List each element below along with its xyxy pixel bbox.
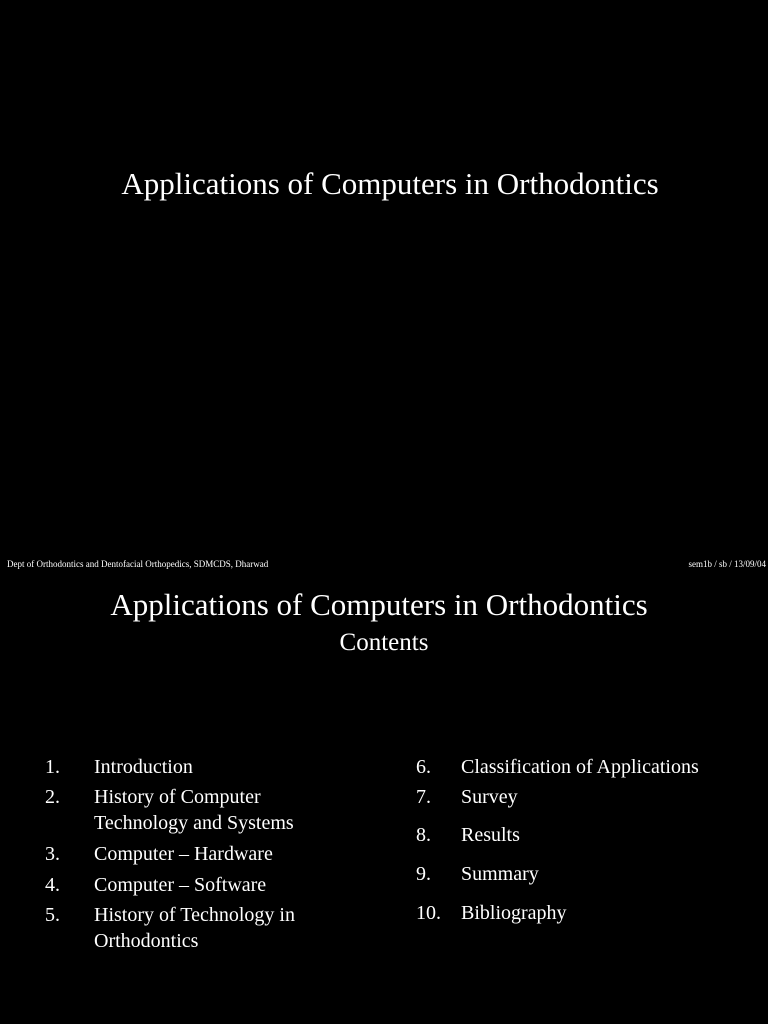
slide-subtitle: Contents <box>339 629 429 656</box>
footer-department: Dept of Orthodontics and Dentofacial Orthopedics, SDMCDS, Dharwad <box>7 559 269 569</box>
slide-title: Applications of Computers in Orthodontics <box>121 166 659 201</box>
item-label: Computer – Hardware <box>94 843 273 865</box>
item-number: 1. <box>45 756 60 778</box>
item-number: 10. <box>416 902 441 924</box>
item-number: 5. <box>45 904 60 926</box>
item-label-continued: Technology and Systems <box>94 812 294 834</box>
item-number: 3. <box>45 843 60 865</box>
item-label: History of Technology in <box>94 904 295 926</box>
item-label: Results <box>461 824 520 846</box>
item-label: Computer – Software <box>94 874 267 896</box>
item-label: Introduction <box>94 756 193 778</box>
contents-slide <box>0 576 768 1024</box>
item-label: Classification of Applications <box>461 756 699 778</box>
item-number: 2. <box>45 786 60 808</box>
item-label-continued: Orthodontics <box>94 930 199 952</box>
item-label: Bibliography <box>461 902 567 924</box>
item-number: 7. <box>416 786 431 808</box>
item-number: 9. <box>416 863 431 885</box>
item-number: 8. <box>416 824 431 846</box>
item-number: 4. <box>45 874 60 896</box>
item-number: 6. <box>416 756 431 778</box>
slide-title: Applications of Computers in Orthodontics <box>110 587 648 622</box>
item-label: Survey <box>461 786 518 808</box>
footer-reference: sem1b / sb / 13/09/04 <box>688 559 766 569</box>
item-label: History of Computer <box>94 786 261 808</box>
item-label: Summary <box>461 863 539 885</box>
